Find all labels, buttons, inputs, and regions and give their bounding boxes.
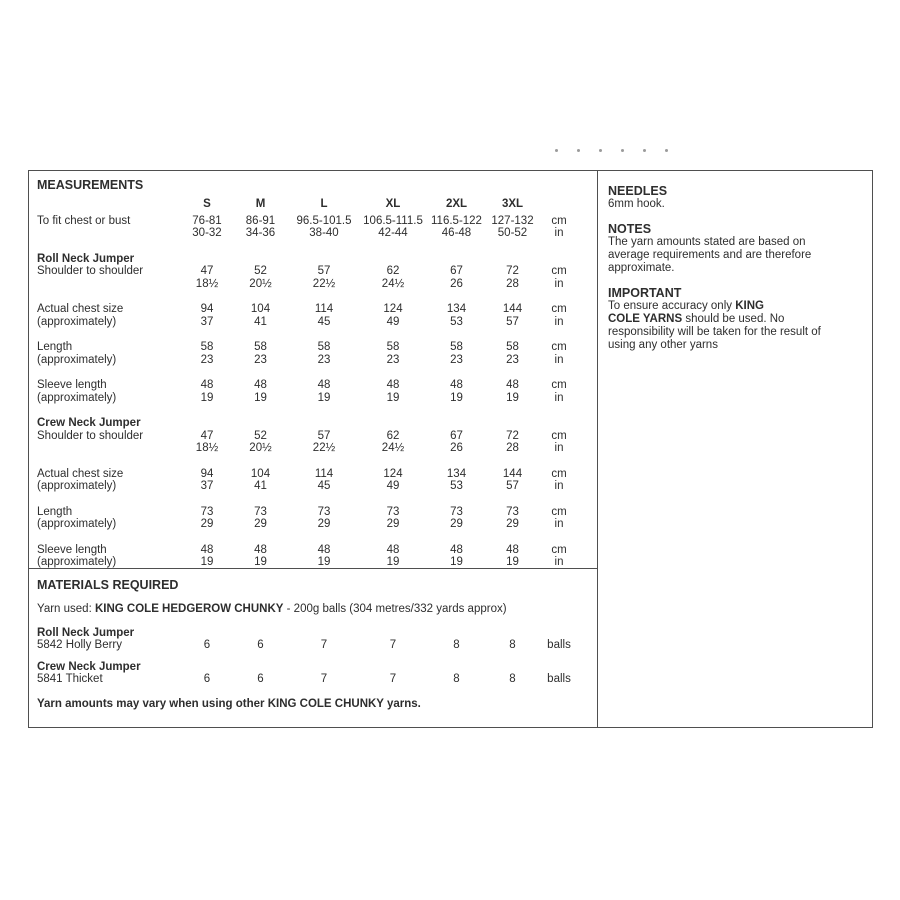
spacer bbox=[37, 493, 579, 506]
measure-value-cm: 73 bbox=[200, 505, 214, 518]
measure-value-cm: 116.5-122 bbox=[431, 214, 482, 227]
measure-group-header: Crew Neck Jumper bbox=[37, 417, 141, 429]
measure-value-in: 19 bbox=[200, 391, 214, 404]
materials-balls-value: 7 bbox=[320, 673, 328, 685]
dot-icon bbox=[599, 149, 602, 152]
measure-value-in: 46-48 bbox=[441, 227, 472, 239]
materials-shade-label: 5841 Thicket bbox=[37, 673, 103, 685]
measure-value-cm: 96.5-101.5 bbox=[296, 214, 352, 227]
measure-value-in: 18½ bbox=[195, 442, 219, 454]
important-line bbox=[608, 339, 858, 352]
measure-value-cm: 134 bbox=[446, 303, 467, 315]
measure-value-cm: 73 bbox=[506, 505, 519, 518]
measure-value-in: 23 bbox=[317, 353, 331, 366]
measure-label: To fit chest or bust bbox=[37, 214, 131, 227]
materials-unit-label: balls bbox=[547, 639, 571, 651]
unit-cm-label: cm bbox=[551, 214, 567, 227]
measure-value-cm: 73 bbox=[317, 505, 331, 518]
measure-value-cm: 124 bbox=[383, 467, 403, 480]
unit-cm-label: cm bbox=[551, 543, 567, 556]
important-line bbox=[608, 326, 858, 339]
measure-value-in: 34-36 bbox=[245, 227, 276, 239]
measure-value-cm: 48 bbox=[450, 543, 463, 556]
measure-label: Actual chest size bbox=[37, 467, 124, 480]
measure-group-header: Roll Neck Jumper bbox=[37, 252, 135, 265]
measure-value-in: 57 bbox=[506, 315, 519, 328]
spacer bbox=[37, 290, 579, 303]
measure-value-in: 28 bbox=[506, 442, 519, 454]
measure-value-in: 23 bbox=[386, 353, 400, 366]
notes-line: approximate. bbox=[608, 262, 675, 274]
unit-in-label: in bbox=[554, 480, 564, 492]
measure-sublabel: (approximately) bbox=[37, 480, 117, 492]
measure-value-in: 19 bbox=[254, 391, 267, 404]
measure-value-cm: 57 bbox=[317, 265, 331, 277]
measure-value-in: 53 bbox=[450, 480, 463, 492]
size-header: L bbox=[320, 198, 328, 210]
unit-cm-label: cm bbox=[551, 265, 567, 277]
measure-value-cm: 106.5-111.5 bbox=[363, 214, 423, 227]
measure-value-in: 29 bbox=[450, 518, 463, 530]
materials-balls-value: 8 bbox=[509, 673, 516, 685]
notes-line: average requirements and are therefore bbox=[608, 249, 812, 261]
measurements-table bbox=[37, 198, 597, 569]
size-header-blank bbox=[37, 198, 182, 211]
spacer bbox=[37, 240, 579, 253]
measure-value-in: 45 bbox=[317, 315, 331, 328]
materials-balls-value: 6 bbox=[257, 639, 264, 651]
measure-value-cm: 48 bbox=[386, 379, 400, 391]
measure-value-in: 50-52 bbox=[497, 227, 528, 239]
measure-sublabel: (approximately) bbox=[37, 556, 117, 568]
dot-icon bbox=[621, 149, 624, 152]
measure-value-cm: 62 bbox=[386, 265, 400, 277]
measure-value-cm: 58 bbox=[506, 341, 519, 353]
measure-value-cm: 48 bbox=[317, 543, 331, 556]
unit-in-label: in bbox=[554, 442, 564, 454]
measure-sublabel: (approximately) bbox=[37, 391, 117, 404]
size-header-unit-blank bbox=[539, 198, 579, 211]
materials-balls-value: 8 bbox=[453, 639, 460, 651]
important-title: IMPORTANT bbox=[608, 286, 682, 300]
important-text-run: should be used. No bbox=[682, 313, 785, 325]
size-header: 2XL bbox=[445, 198, 468, 210]
measure-value-cm: 52 bbox=[254, 265, 267, 277]
measure-value-in: 19 bbox=[506, 391, 519, 404]
important-line bbox=[608, 313, 858, 326]
size-header: 3XL bbox=[501, 198, 524, 210]
materials-shade-label: 5842 Holly Berry bbox=[37, 639, 123, 651]
unit-cm-label: cm bbox=[551, 341, 567, 353]
measure-value-in: 19 bbox=[317, 556, 331, 568]
dot-icon bbox=[577, 149, 580, 152]
measure-label: Sleeve length bbox=[37, 543, 107, 556]
important-text-run: To ensure accuracy only bbox=[608, 300, 736, 312]
measure-value-cm: 72 bbox=[506, 265, 519, 277]
unit-in-label: in bbox=[554, 518, 564, 530]
measure-value-cm: 57 bbox=[317, 429, 331, 442]
measure-value-cm: 127-132 bbox=[491, 214, 534, 227]
measure-value-in: 19 bbox=[450, 391, 463, 404]
measure-label: Actual chest size bbox=[37, 303, 124, 315]
measure-value-in: 41 bbox=[254, 480, 267, 492]
dot-icon bbox=[665, 149, 668, 152]
measure-value-cm: 94 bbox=[200, 467, 214, 480]
unit-in-label: in bbox=[554, 353, 564, 366]
spacer bbox=[37, 404, 579, 417]
measure-value-cm: 52 bbox=[254, 429, 267, 442]
measure-value-cm: 62 bbox=[386, 429, 400, 442]
measure-value-in: 19 bbox=[386, 556, 400, 568]
measure-label: Sleeve length bbox=[37, 379, 107, 391]
measure-value-cm: 48 bbox=[386, 543, 400, 556]
measure-value-in: 19 bbox=[386, 391, 400, 404]
materials-title: MATERIALS REQUIRED bbox=[37, 578, 179, 592]
materials-balls-value: 8 bbox=[453, 673, 460, 685]
materials-balls-value: 7 bbox=[389, 673, 397, 685]
important-text bbox=[608, 300, 858, 352]
needles-text: 6mm hook. bbox=[608, 198, 665, 210]
measure-value-cm: 48 bbox=[200, 543, 214, 556]
materials-group-header: Crew Neck Jumper bbox=[37, 660, 141, 673]
spacer bbox=[37, 328, 579, 341]
measure-value-cm: 144 bbox=[502, 467, 523, 480]
measure-value-in: 29 bbox=[200, 518, 214, 530]
measure-value-cm: 114 bbox=[314, 467, 334, 480]
pattern-info-table bbox=[28, 170, 873, 728]
measure-value-cm: 47 bbox=[200, 429, 214, 442]
measure-sublabel bbox=[37, 227, 182, 240]
measure-value-in: 30-32 bbox=[192, 227, 222, 239]
measure-value-in: 18½ bbox=[195, 277, 219, 290]
size-header: XL bbox=[385, 198, 401, 210]
materials-balls-value: 7 bbox=[389, 639, 397, 651]
measure-value-cm: 73 bbox=[386, 505, 400, 518]
materials-balls-value: 6 bbox=[203, 639, 211, 651]
unit-cm-label: cm bbox=[551, 379, 567, 391]
measure-value-in: 37 bbox=[200, 480, 214, 492]
unit-in-label: in bbox=[554, 391, 564, 404]
spacer bbox=[37, 455, 579, 468]
measure-value-cm: 114 bbox=[314, 303, 334, 315]
materials-table bbox=[37, 627, 597, 686]
measure-value-cm: 86-91 bbox=[245, 214, 276, 227]
measure-sublabel bbox=[37, 278, 182, 291]
important-block bbox=[608, 287, 858, 352]
dot-icon bbox=[555, 149, 558, 152]
yarn-used-text: - 200g balls (304 metres/332 yards approx) bbox=[283, 603, 507, 615]
measure-value-in: 23 bbox=[200, 353, 214, 366]
measure-value-cm: 94 bbox=[200, 303, 214, 315]
measure-value-in: 29 bbox=[254, 518, 267, 530]
measure-value-in: 29 bbox=[317, 518, 331, 530]
measure-value-in: 45 bbox=[317, 480, 331, 492]
unit-cm-label: cm bbox=[551, 429, 567, 442]
measure-value-cm: 58 bbox=[386, 341, 400, 353]
measure-value-cm: 58 bbox=[317, 341, 331, 353]
decorative-dots bbox=[555, 149, 668, 152]
notes-line: The yarn amounts stated are based on bbox=[608, 236, 806, 248]
measure-value-in: 29 bbox=[386, 518, 400, 530]
spacer bbox=[37, 531, 579, 544]
measure-value-cm: 58 bbox=[254, 341, 267, 353]
measure-value-cm: 67 bbox=[450, 429, 463, 442]
measure-label: Length bbox=[37, 505, 73, 518]
measure-value-in: 42-44 bbox=[378, 227, 408, 239]
measure-value-in: 57 bbox=[506, 480, 519, 492]
measure-value-in: 37 bbox=[200, 315, 214, 328]
measure-value-cm: 47 bbox=[200, 265, 214, 277]
measure-value-cm: 48 bbox=[450, 379, 463, 391]
notes-column bbox=[598, 171, 872, 727]
measurements-section bbox=[29, 171, 597, 569]
measure-value-cm: 48 bbox=[317, 379, 331, 391]
measure-value-cm: 48 bbox=[506, 543, 519, 556]
measure-value-in: 20½ bbox=[249, 277, 272, 290]
notes-text bbox=[608, 236, 858, 275]
needles-title: NEEDLES bbox=[608, 184, 668, 198]
measure-value-in: 23 bbox=[506, 353, 519, 366]
measure-value-in: 22½ bbox=[312, 277, 336, 290]
measure-value-in: 38-40 bbox=[309, 227, 339, 239]
needles-block bbox=[608, 185, 858, 211]
materials-unit-label: balls bbox=[547, 673, 571, 685]
measure-value-cm: 124 bbox=[383, 303, 403, 315]
measure-value-cm: 48 bbox=[254, 543, 267, 556]
brand-name-bold: COLE YARNS bbox=[608, 313, 683, 325]
materials-group-header: Roll Neck Jumper bbox=[37, 626, 135, 639]
yarn-brand-name: KING COLE HEDGEROW CHUNKY bbox=[94, 603, 284, 615]
measure-value-cm: 67 bbox=[450, 265, 463, 277]
measure-value-cm: 72 bbox=[506, 429, 519, 442]
yarn-used-line bbox=[37, 603, 597, 616]
measure-value-cm: 58 bbox=[200, 341, 214, 353]
measure-sublabel: (approximately) bbox=[37, 315, 117, 328]
measure-sublabel bbox=[37, 442, 182, 455]
materials-balls-value: 6 bbox=[257, 673, 264, 685]
measure-sublabel: (approximately) bbox=[37, 353, 117, 366]
left-column bbox=[29, 171, 598, 727]
measure-value-in: 41 bbox=[254, 315, 267, 328]
size-header: S bbox=[203, 198, 211, 210]
measure-value-cm: 73 bbox=[450, 505, 463, 518]
brand-name-bold: KING bbox=[735, 300, 764, 312]
measure-value-in: 24½ bbox=[381, 277, 405, 290]
measure-value-in: 29 bbox=[506, 518, 519, 530]
measure-value-cm: 48 bbox=[506, 379, 519, 391]
yarn-used-text: Yarn used: bbox=[37, 603, 95, 615]
measure-label: Shoulder to shoulder bbox=[37, 429, 144, 442]
measure-value-cm: 104 bbox=[250, 303, 271, 315]
materials-balls-value: 7 bbox=[320, 639, 328, 651]
measure-value-in: 26 bbox=[450, 442, 463, 454]
measure-sublabel: (approximately) bbox=[37, 518, 117, 530]
spacer bbox=[37, 366, 579, 379]
measure-value-in: 53 bbox=[450, 315, 463, 328]
measure-value-in: 23 bbox=[254, 353, 267, 366]
notes-block bbox=[608, 223, 858, 275]
important-text-run: using any other yarns bbox=[608, 339, 718, 351]
measure-value-cm: 76-81 bbox=[192, 214, 222, 227]
measure-value-cm: 144 bbox=[502, 303, 523, 315]
unit-cm-label: cm bbox=[551, 467, 567, 480]
measure-value-in: 19 bbox=[450, 556, 463, 568]
measure-value-in: 23 bbox=[450, 353, 463, 366]
unit-in-label: in bbox=[554, 277, 564, 290]
unit-in-label: in bbox=[554, 227, 564, 239]
measure-value-cm: 48 bbox=[200, 379, 214, 391]
spacer bbox=[37, 652, 579, 661]
measure-value-cm: 58 bbox=[450, 341, 463, 353]
measure-value-cm: 73 bbox=[254, 505, 267, 518]
materials-balls-value: 6 bbox=[203, 673, 211, 685]
measure-value-in: 19 bbox=[506, 556, 519, 568]
unit-in-label: in bbox=[554, 556, 564, 568]
measure-value-in: 20½ bbox=[249, 442, 272, 454]
important-line bbox=[608, 300, 858, 313]
measure-value-cm: 48 bbox=[254, 379, 267, 391]
dot-icon bbox=[643, 149, 646, 152]
measure-value-in: 28 bbox=[506, 277, 519, 290]
measure-value-in: 22½ bbox=[312, 442, 336, 454]
unit-in-label: in bbox=[554, 315, 564, 328]
materials-footer: Yarn amounts may vary when using other KING COLE CHUNKY yarns. bbox=[37, 697, 421, 710]
measure-value-in: 19 bbox=[254, 556, 267, 568]
measure-value-in: 49 bbox=[386, 480, 400, 492]
important-text-run: responsibility will be taken for the result of bbox=[608, 326, 821, 338]
measure-value-in: 24½ bbox=[381, 442, 405, 454]
notes-title: NOTES bbox=[608, 222, 652, 236]
measurements-title: MEASUREMENTS bbox=[37, 178, 144, 192]
measure-value-in: 19 bbox=[200, 556, 214, 568]
measure-value-cm: 104 bbox=[250, 467, 271, 480]
measure-label: Length bbox=[37, 341, 73, 353]
unit-cm-label: cm bbox=[551, 303, 567, 315]
unit-cm-label: cm bbox=[551, 505, 567, 518]
measure-label: Shoulder to shoulder bbox=[37, 265, 144, 277]
measure-value-in: 26 bbox=[450, 277, 463, 290]
measure-value-in: 49 bbox=[386, 315, 400, 328]
measure-value-cm: 134 bbox=[446, 467, 467, 480]
measure-value-in: 19 bbox=[317, 391, 331, 404]
materials-section bbox=[29, 569, 597, 727]
size-header: M bbox=[255, 198, 266, 210]
materials-balls-value: 8 bbox=[509, 639, 516, 651]
